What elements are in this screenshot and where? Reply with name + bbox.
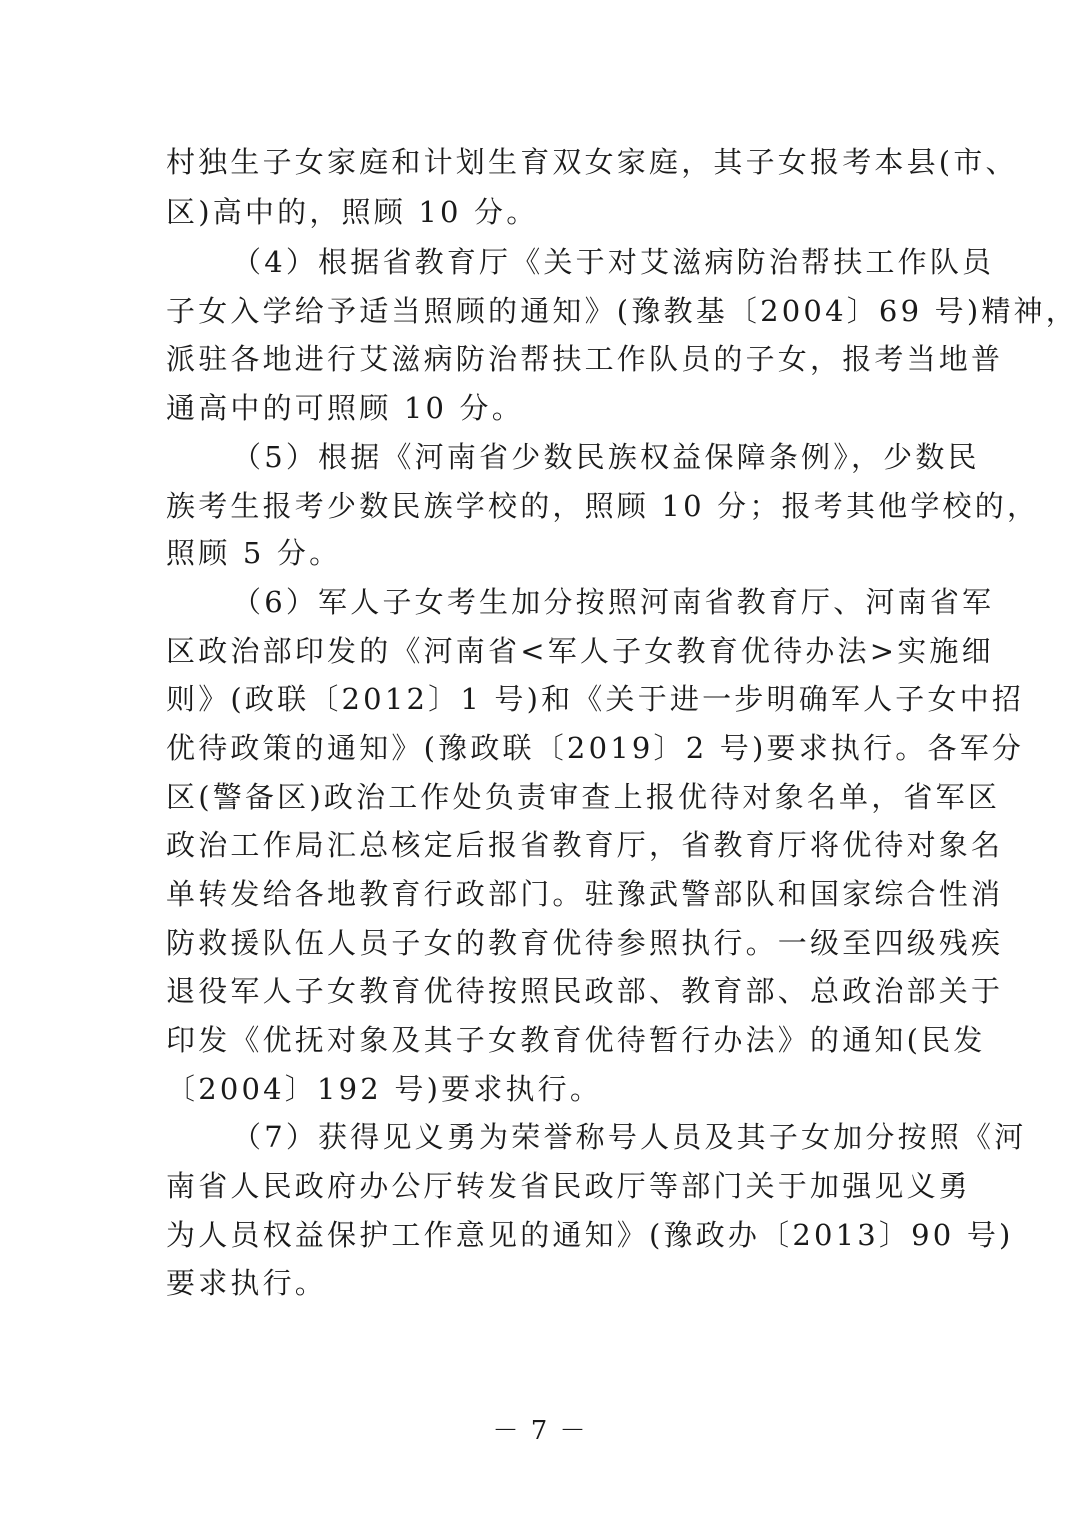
text-line: 单转发给各地教育行政部门。驻豫武警部队和国家综合性消 — [166, 877, 1004, 911]
paragraph-4-start: （4）根据省教育厅《关于对艾滋病防治帮扶工作队员 — [232, 245, 995, 279]
paragraph-6-start: （6）军人子女考生加分按照河南省教育厅、河南省军 — [232, 585, 995, 619]
text-line: 南省人民政府办公厅转发省民政厅等部门关于加强见义勇 — [166, 1169, 972, 1203]
text-line: 退役军人子女教育优待按照民政部、教育部、总政治部关于 — [166, 974, 1004, 1008]
text-line: 照顾 5 分。 — [166, 536, 342, 570]
text-line: 通高中的可照顾 10 分。 — [166, 391, 524, 425]
text-line: 〔2004〕192 号)要求执行。 — [166, 1072, 603, 1106]
text-line: 村独生子女家庭和计划生育双女家庭，其子女报考本县(市、 — [166, 145, 1018, 179]
text-line: 区)高中的，照顾 10 分。 — [166, 195, 539, 229]
text-line: 政治工作局汇总核定后报省教育厅，省教育厅将优待对象名 — [166, 828, 1004, 862]
paragraph-7-start: （7）获得见义勇为荣誉称号人员及其子女加分按照《河 — [232, 1120, 1027, 1154]
text-line: 要求执行。 — [166, 1266, 328, 1300]
text-line: 族考生报考少数民族学校的，照顾 10 分；报考其他学校的， — [166, 489, 1040, 523]
text-line: 子女入学给予适当照顾的通知》(豫教基〔2004〕69 号)精神， — [166, 294, 1078, 328]
text-line: 为人员权益保护工作意见的通知》(豫政办〔2013〕90 号) — [166, 1218, 1014, 1252]
text-line: 区政治部印发的《河南省<军人子女教育优待办法>实施细 — [166, 634, 994, 668]
text-line: 区(警备区)政治工作处负责审查上报优待对象名单，省军区 — [166, 780, 1001, 814]
text-line: 防救援队伍人员子女的教育优待参照执行。一级至四级残疾 — [166, 926, 1004, 960]
text-line: 则》(政联〔2012〕1 号)和《关于进一步明确军人子女中招 — [166, 682, 1025, 716]
page-number: － 7 － — [492, 1416, 588, 1446]
paragraph-5-start: （5）根据《河南省少数民族权益保障条例》，少数民 — [232, 440, 980, 474]
text-line: 派驻各地进行艾滋病防治帮扶工作队员的子女，报考当地普 — [166, 342, 1004, 376]
text-line: 优待政策的通知》(豫政联〔2019〕2 号)要求执行。各军分 — [166, 731, 1025, 765]
text-line: 印发《优抚对象及其子女教育优待暂行办法》的通知(民发 — [166, 1023, 986, 1057]
